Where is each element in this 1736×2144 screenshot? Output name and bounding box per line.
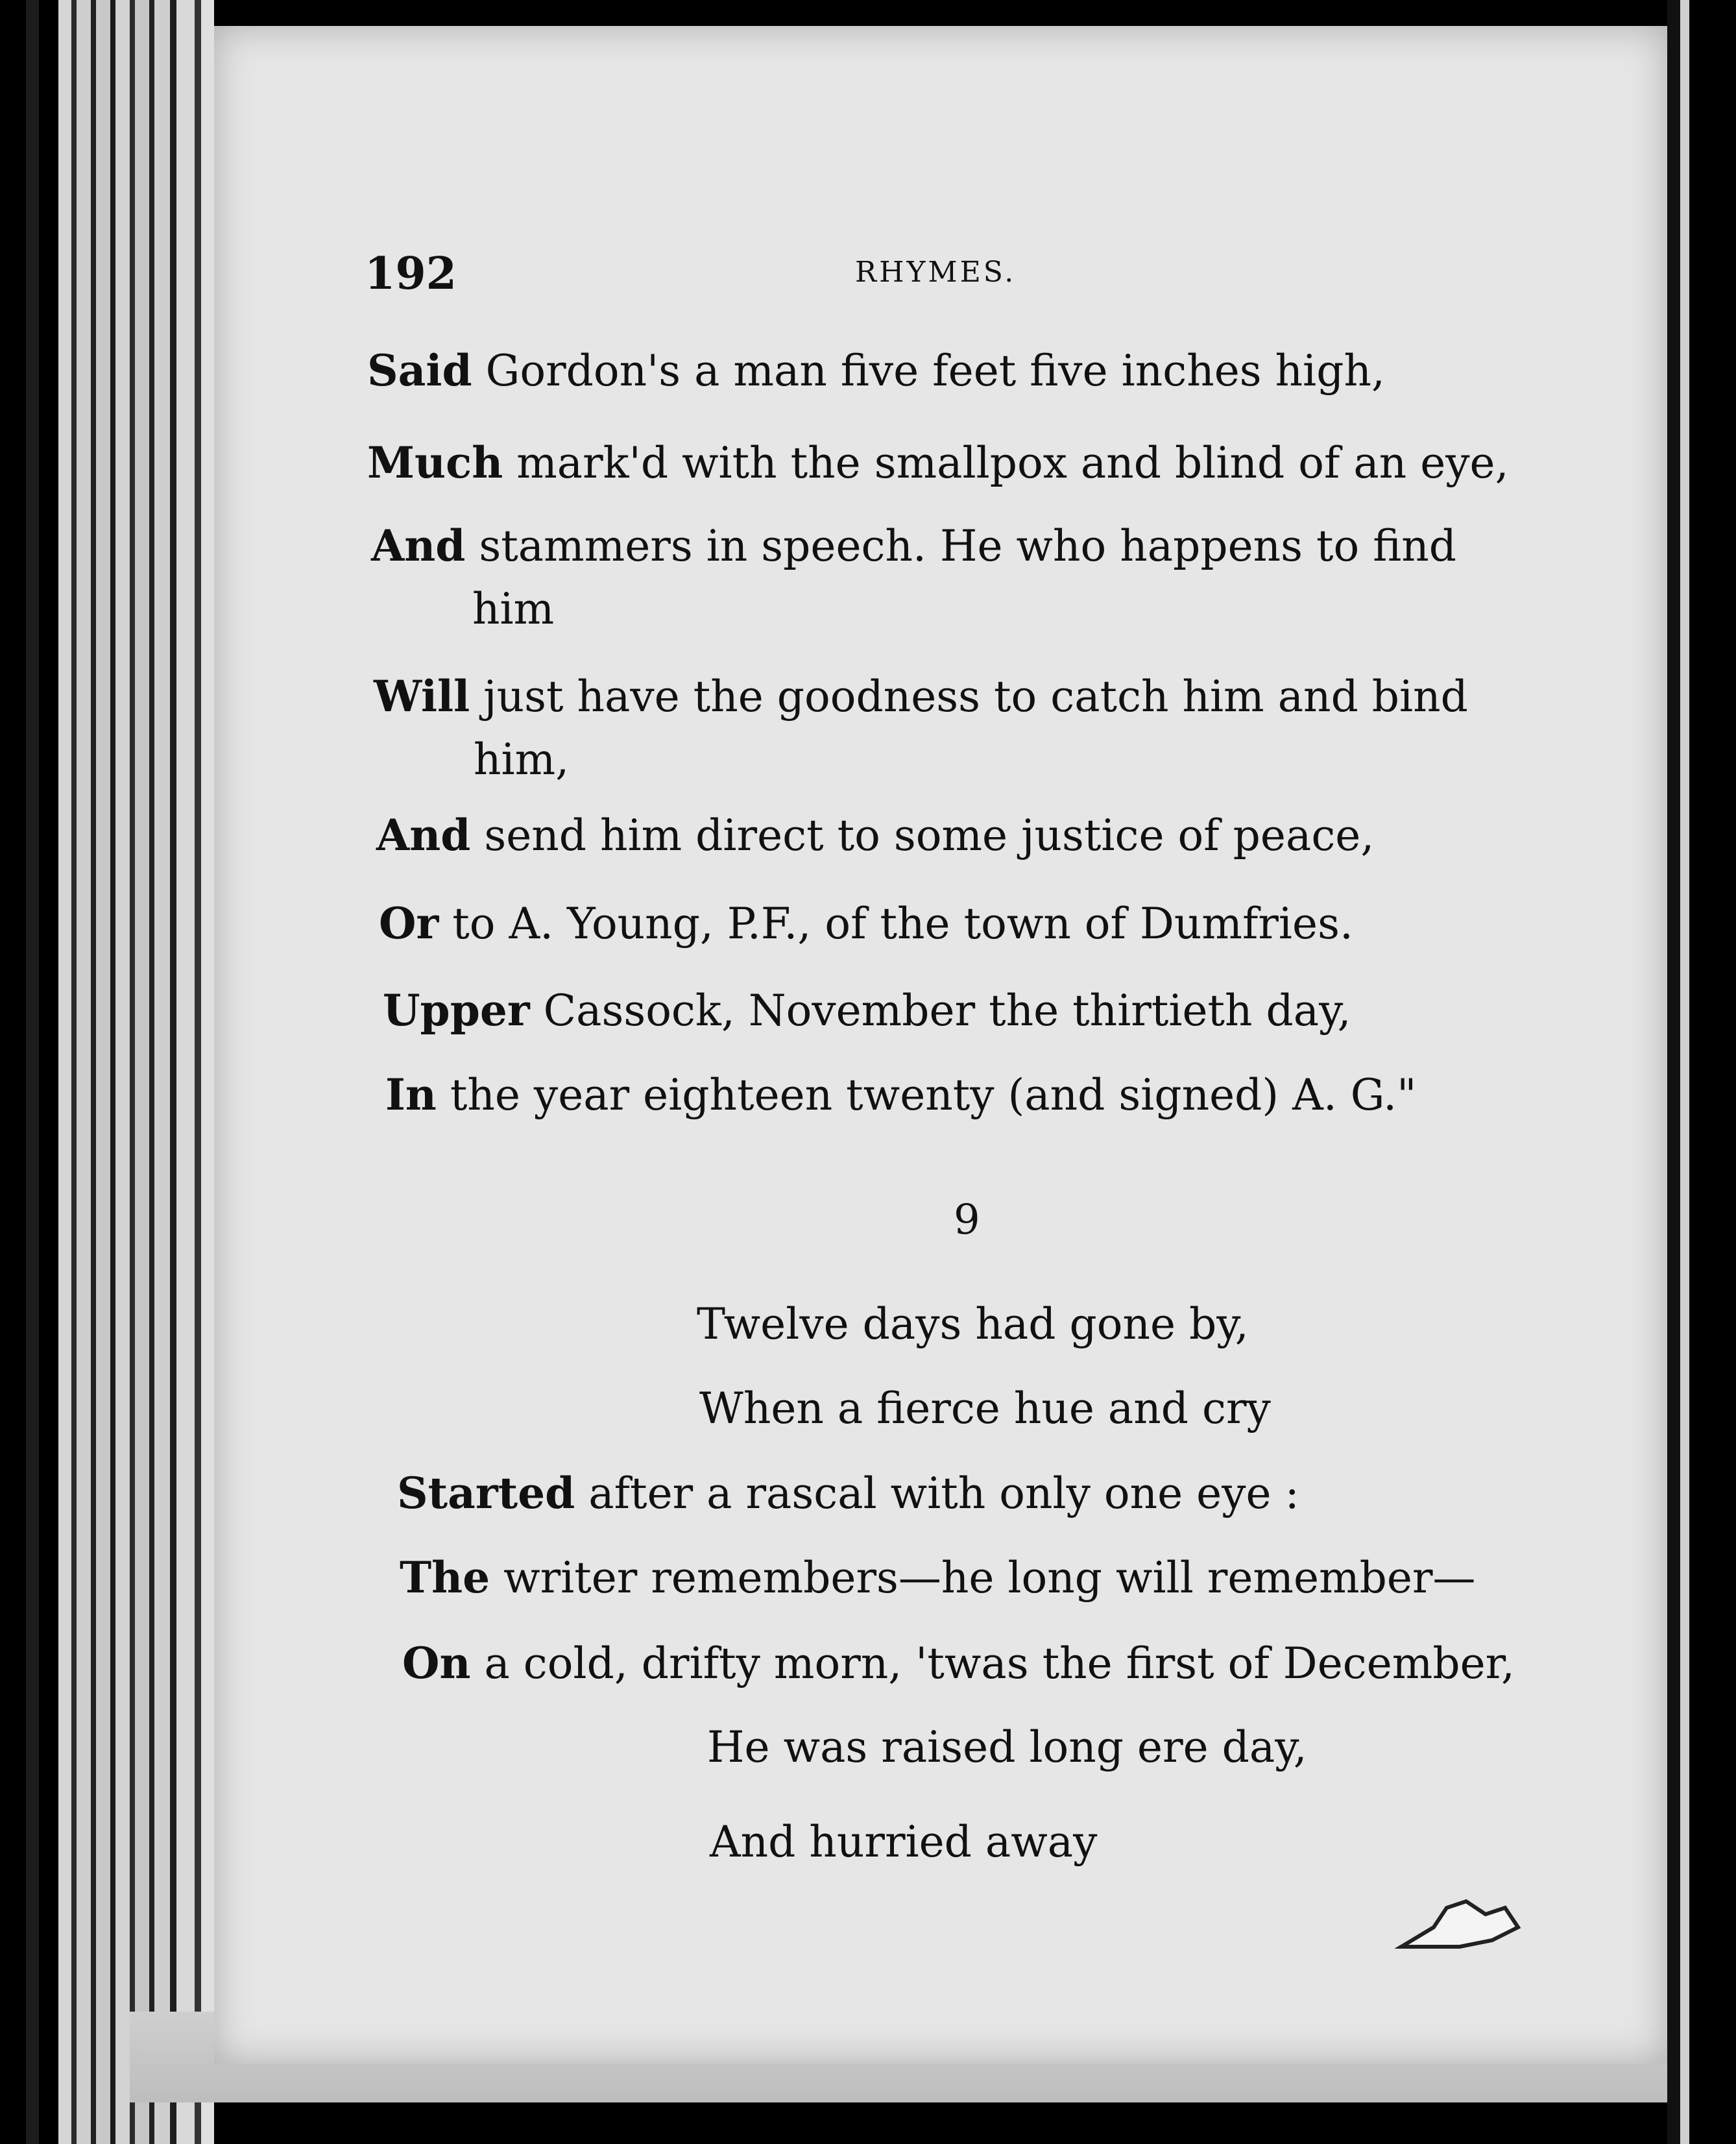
line-text: after a rascal with only one eye : [575, 1468, 1299, 1518]
line-lead-word: Or [379, 898, 439, 949]
line-lead-word: Said [367, 345, 472, 396]
verse-line-indented [699, 1383, 1271, 1433]
line-text: When a fierce hue and cry [699, 1383, 1271, 1433]
verse-line [397, 1468, 1299, 1518]
verse-line [367, 437, 1509, 488]
line-lead-word: Will [374, 671, 470, 722]
line-text: him, [474, 735, 570, 785]
line-text: the year eighteen twenty (and signed) A. G." [436, 1070, 1417, 1120]
line-lead-word: The [400, 1552, 490, 1603]
verse-line-indented [697, 1299, 1249, 1349]
line-text: writer remembers—he long will remember— [490, 1553, 1476, 1603]
line-text: He was raised long ere day, [707, 1722, 1307, 1772]
verse-line [371, 520, 1457, 571]
verse-line [400, 1552, 1476, 1603]
line-lead-word: Started [397, 1468, 575, 1518]
line-lead-word: In [385, 1069, 437, 1120]
running-title: RHYMES. [855, 256, 1017, 289]
line-lead-word: Much [367, 437, 503, 488]
line-text: Cassock, November the thirtieth day, [529, 986, 1351, 1036]
line-text: to A. Young, P.F., of the town of Dumfries. [439, 899, 1353, 949]
page-number: 192 [365, 248, 457, 300]
verse-line [374, 671, 1468, 722]
verse-line-continuation [472, 584, 555, 634]
line-text: send him direct to some justice of peace, [470, 810, 1375, 860]
stanza-number: 9 [954, 1196, 980, 1244]
verse-line-indented [707, 1722, 1307, 1772]
ink-smudge-mark [1395, 1888, 1525, 1966]
line-lead-word: And [371, 520, 466, 571]
book-page-edges [0, 0, 214, 2144]
verse-line [367, 345, 1385, 396]
line-lead-word: Upper [383, 985, 530, 1036]
line-text: Twelve days had gone by, [697, 1299, 1249, 1349]
line-lead-word: And [376, 810, 471, 860]
verse-line [383, 985, 1351, 1036]
verse-line [379, 898, 1353, 949]
line-text: mark'd with the smallpox and blind of an eye, [503, 438, 1509, 488]
line-text: just have the goodness to catch him and bind [470, 672, 1468, 722]
verse-line [385, 1069, 1417, 1120]
line-lead-word: On [402, 1638, 471, 1688]
verse-line [402, 1638, 1515, 1688]
verse-line-continuation [474, 735, 570, 785]
line-text: Gordon's a man five feet five inches high, [472, 346, 1385, 396]
line-text: And hurried away [710, 1817, 1098, 1867]
line-text: a cold, drifty morn, 'twas the first of December, [470, 1638, 1515, 1688]
line-text: him [472, 584, 555, 634]
scan-border-right [1667, 0, 1736, 2144]
line-text: stammers in speech. He who happens to find [465, 521, 1457, 571]
verse-line [376, 810, 1375, 860]
verse-line-indented [710, 1817, 1098, 1867]
